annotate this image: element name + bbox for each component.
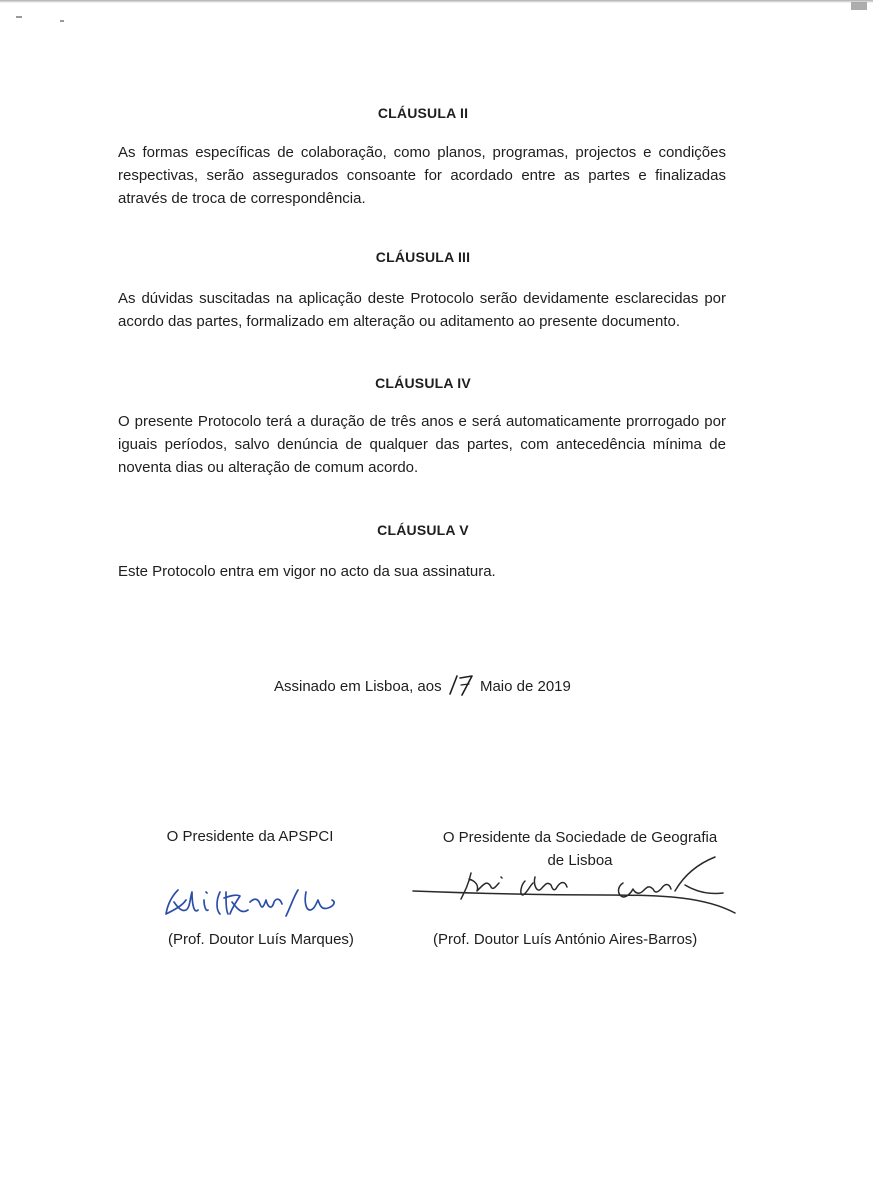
right-signer-title-line2: de Lisboa xyxy=(547,852,613,869)
left-signature xyxy=(160,880,360,932)
scan-edge xyxy=(0,0,873,3)
left-signer-name: (Prof. Doutor Luís Marques) xyxy=(168,931,354,948)
clause-4-text: O presente Protocolo terá a duração de três anos e será automaticamente prorrogado por iguais períodos, salvo denúncia de qualquer das partes, com antecedência mínima de noventa dias ou alteração de comum acordo. xyxy=(118,413,726,476)
clause-3-heading: CLÁUSULA III xyxy=(375,249,471,265)
clause-4-heading: CLÁUSULA IV xyxy=(375,375,471,391)
scan-corner-mark xyxy=(851,2,867,10)
scan-speck xyxy=(60,20,64,22)
right-signer-name: (Prof. Doutor Luís António Aires-Barros) xyxy=(433,931,698,948)
left-signer-title: O Presidente da APSPCI xyxy=(166,828,334,845)
clause-5-heading: CLÁUSULA V xyxy=(377,522,469,538)
signing-prefix: Assinado em Lisboa, aos xyxy=(274,678,446,695)
handwritten-day xyxy=(446,674,476,696)
right-signature xyxy=(405,855,745,925)
clause-3-text: As dúvidas suscitadas na aplicação deste Protocolo serão devidamente esclarecidas por acordo das partes, formalizado em alteração ou aditamento ao presente documento. xyxy=(118,290,726,330)
clause-5-text: Este Protocolo entra em vigor no acto da sua assinatura. xyxy=(118,563,496,580)
scan-speck xyxy=(16,16,22,18)
clause-2-heading: CLÁUSULA II xyxy=(377,105,469,121)
right-signer-title-line1: O Presidente da Sociedade de Geografia xyxy=(442,829,718,846)
handwritten-day-strokes xyxy=(446,674,476,696)
clause-2-text: As formas específicas de colaboração, como planos, programas, projectos e condições respectivas, serão assegurados consoante for acordado entre as partes e finalizadas através de troca de correspondência. xyxy=(118,144,726,207)
signing-suffix: Maio de 2019 xyxy=(475,678,571,695)
signing-date-line xyxy=(274,674,571,698)
